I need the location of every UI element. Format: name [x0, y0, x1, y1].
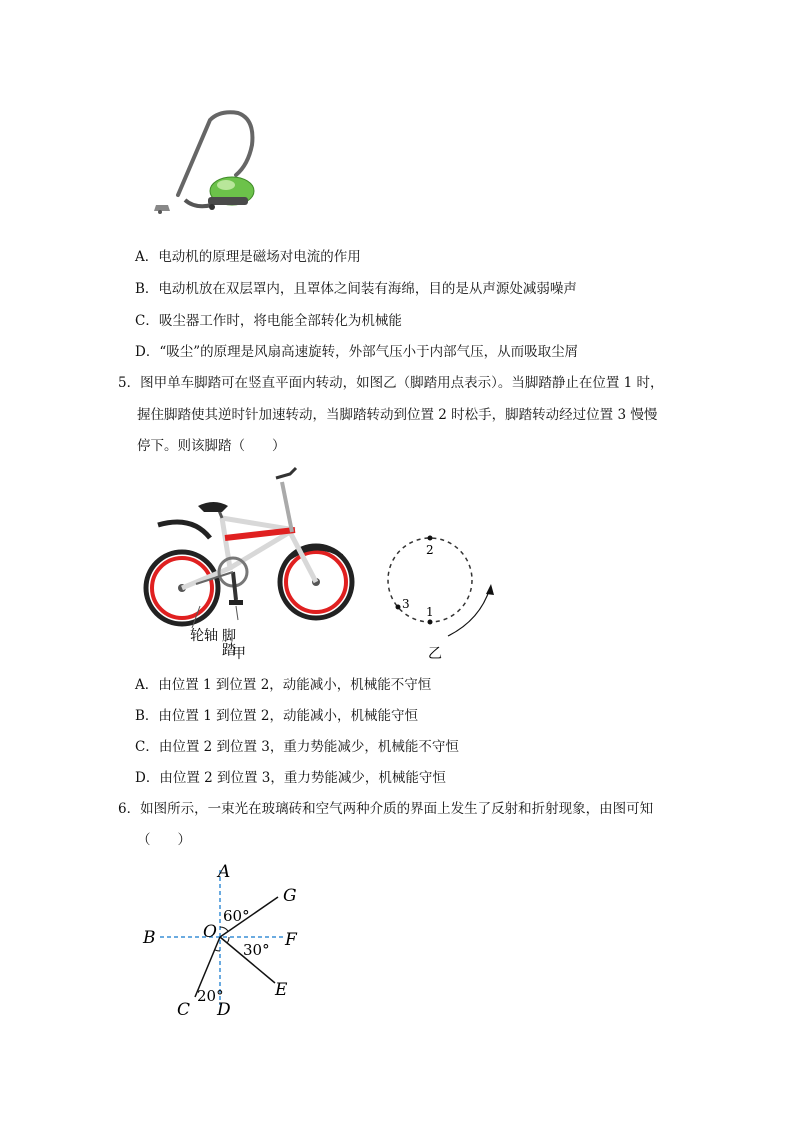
angle-20-label: 20°	[197, 987, 224, 1005]
q5-bicycle-figure	[130, 460, 510, 670]
axle-label: 轮轴	[190, 628, 218, 644]
q5-option-a: A．由位置 1 到位置 2，动能减小，机械能不守恒	[135, 677, 432, 693]
label-e: E	[275, 980, 288, 1000]
q5-stem-line-2: 握住脚踏使其逆时针加速转动，当脚踏转动到位置 2 时松手，脚踏转动经过位置 3 慢慢	[137, 407, 658, 423]
position-1-label: 1	[426, 605, 434, 619]
position-2-label: 2	[426, 543, 434, 557]
figure-a-label: 甲	[232, 646, 246, 662]
q4-option-c: C．吸尘器工作时，将电能全部转化为机械能	[135, 313, 402, 329]
position-1-point	[428, 620, 433, 625]
q4-option-b: B．电动机放在双层罩内，且罩体之间装有海绵，目的是从声源处减弱噪声	[135, 281, 577, 297]
position-3-label: 3	[402, 597, 410, 611]
vacuum-cleaner-figure	[140, 105, 270, 225]
q5-option-c: C．由位置 2 到位置 3，重力势能减少，机械能不守恒	[135, 739, 459, 755]
q6-stem-line-1: 6．如图所示，一束光在玻璃砖和空气两种介质的界面上发生了反射和折射现象，由图可知	[118, 801, 654, 817]
pedal-label: 脚踏	[220, 628, 236, 656]
label-a: A	[218, 862, 231, 882]
figure-b-label: 乙	[428, 646, 442, 662]
q5-stem-line-1: 5．图甲单车脚踏可在竖直平面内转动，如图乙（脚踏用点表示）。当脚踏静止在位置 1 时，	[118, 375, 664, 391]
position-2-point	[428, 536, 433, 541]
q5-option-b: B．由位置 1 到位置 2，动能减小，机械能守恒	[135, 708, 418, 724]
label-c: C	[177, 1000, 191, 1020]
position-3-point	[396, 605, 401, 610]
q4-option-a: A．电动机的原理是磁场对电流的作用	[135, 249, 361, 265]
q6-optics-figure	[135, 855, 325, 1025]
label-f: F	[285, 930, 297, 950]
q5-stem-line-3: 停下。则该脚踏（ ）	[137, 438, 286, 454]
angle-60-label: 60°	[223, 907, 250, 925]
q6-stem-line-2: （ ）	[137, 832, 191, 848]
label-b: B	[143, 928, 156, 948]
label-o: O	[203, 922, 217, 942]
rotation-arrow	[448, 588, 490, 636]
angle-30-label: 30°	[243, 941, 270, 959]
label-g: G	[283, 886, 297, 906]
q5-option-d: D．由位置 2 到位置 3，重力势能减少，机械能守恒	[135, 770, 446, 786]
label-d: D	[217, 1000, 231, 1020]
q4-option-d: D．“吸尘”的原理是风扇高速旋转，外部气压小于内部气压，从而吸取尘屑	[135, 344, 579, 360]
